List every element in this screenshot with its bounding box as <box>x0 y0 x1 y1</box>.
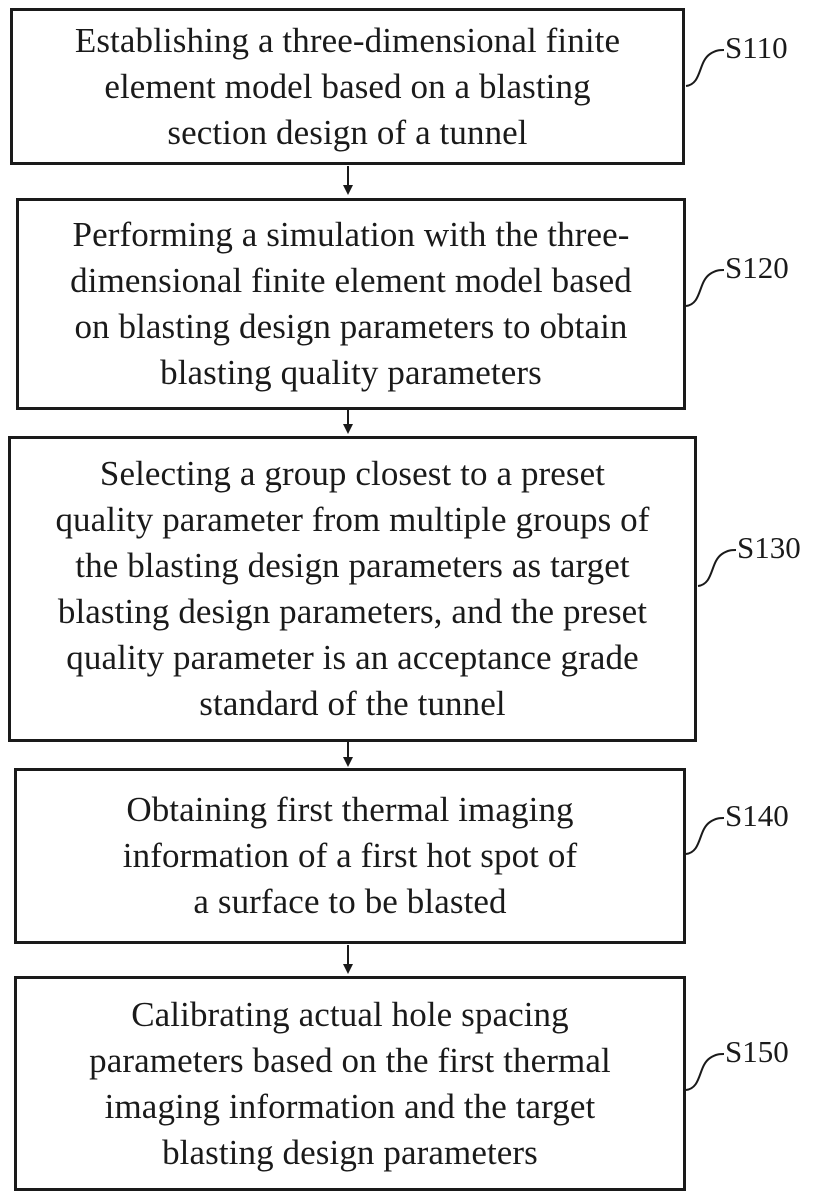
step-label-s120: S120 <box>725 250 789 285</box>
leader-s110 <box>686 50 724 86</box>
step-s110-line-3: section design of a tunnel <box>167 112 528 152</box>
step-label-s150: S150 <box>725 1034 789 1069</box>
step-box-s130 <box>8 436 697 742</box>
leader-s120 <box>686 270 724 306</box>
leader-s150 <box>686 1054 724 1090</box>
step-box-s120 <box>16 198 686 410</box>
step-s130-line-5: quality parameter is an acceptance grade <box>66 638 639 677</box>
step-s150-line-3: imaging information and the target <box>104 1086 596 1126</box>
step-s130-line-4: blasting design parameters, and the preset <box>57 592 648 631</box>
step-s140-line-1: Obtaining first thermal imaging <box>126 790 574 829</box>
step-s140-line-2: information of a first hot spot of <box>122 836 578 875</box>
step-label-s110: S110 <box>725 30 788 65</box>
step-s150-line-2: parameters based on the first thermal <box>89 1040 611 1080</box>
step-box-s140 <box>14 768 686 944</box>
step-box-s150 <box>14 976 686 1191</box>
step-s130-line-1: Selecting a group closest to a preset <box>99 454 606 493</box>
step-s120-line-3: on blasting design parameters to obtain <box>74 307 628 346</box>
step-s120-line-2: dimensional finite element model based <box>70 261 632 300</box>
step-s120-line-4: blasting quality parameters <box>160 353 542 392</box>
step-box-s110 <box>10 8 685 165</box>
step-s150-line-4: blasting design parameters <box>162 1132 538 1172</box>
step-label-s140: S140 <box>725 798 789 833</box>
step-s150-line-1: Calibrating actual hole spacing <box>131 994 569 1034</box>
step-s130-line-3: the blasting design parameters as target <box>75 546 630 585</box>
step-s110-line-2: element model based on a blasting <box>104 66 591 106</box>
step-s110-line-1: Establishing a three-dimensional finite <box>74 20 621 60</box>
step-s130-line-6: standard of the tunnel <box>199 684 506 723</box>
step-s140-line-3: a surface to be blasted <box>193 882 507 921</box>
step-s120-line-1: Performing a simulation with the three- <box>72 215 630 254</box>
leader-s140 <box>686 818 724 854</box>
leader-s130 <box>698 550 736 586</box>
step-s130-line-2: quality parameter from multiple groups of <box>55 500 650 539</box>
step-label-s130: S130 <box>737 530 801 565</box>
